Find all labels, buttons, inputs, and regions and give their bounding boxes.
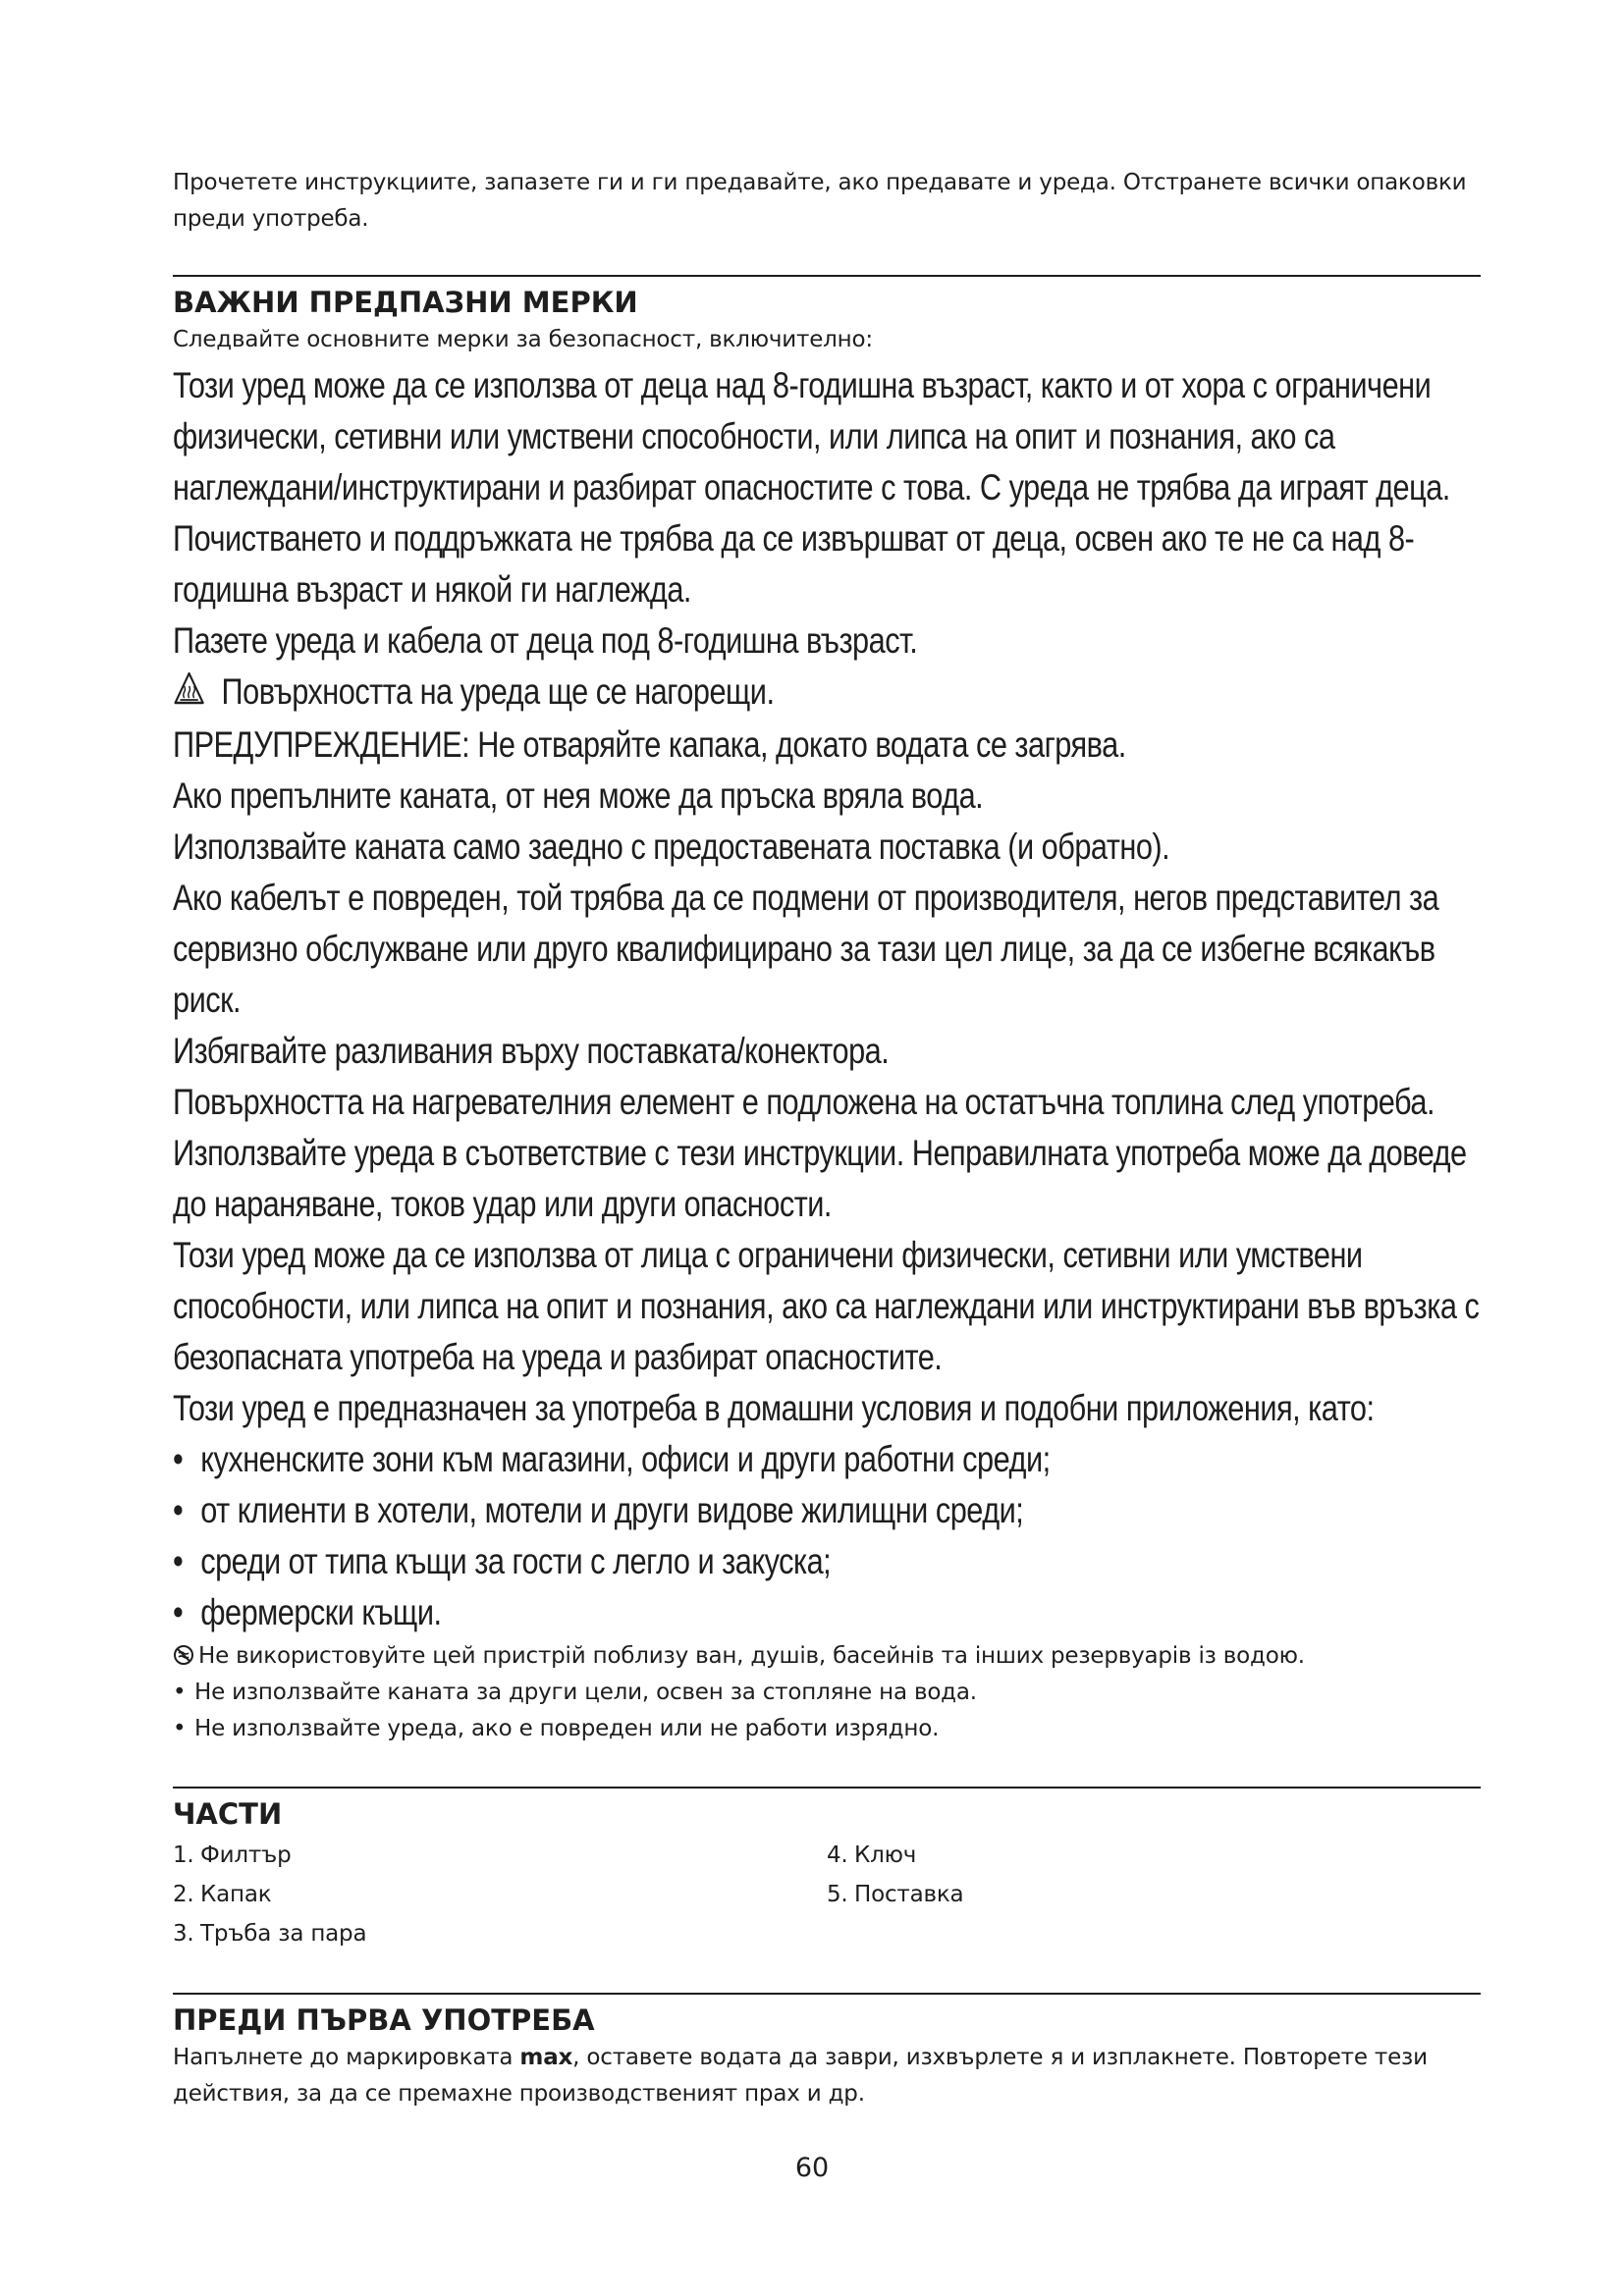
document-page bbox=[173, 165, 1481, 2112]
water-warning bbox=[173, 1638, 1481, 1675]
safety-paragraph: Този уред е предназначен за употреба в домашни условия и подобни приложения, като: bbox=[173, 1388, 1375, 1429]
part-label: Ключ bbox=[854, 1842, 917, 1869]
list-item-text: кухненските зони към магазини, офиси и други работни среди; bbox=[200, 1439, 1051, 1480]
small-note bbox=[173, 1675, 1481, 1711]
safety-paragraph: Избягвайте разливания върху поставката/конектора. bbox=[173, 1031, 890, 1072]
safety-heading: ВАЖНИ ПРЕДПАЗНИ МЕРКИ bbox=[173, 286, 638, 319]
bullet-glyph: • bbox=[173, 1716, 187, 1742]
list-item-text: среди от типа къщи за гости с легло и закуска; bbox=[200, 1541, 832, 1582]
part-item bbox=[173, 1875, 827, 1914]
parts-heading: ЧАСТИ bbox=[173, 1797, 283, 1832]
no-water-icon bbox=[173, 1638, 194, 1675]
small-note bbox=[173, 1711, 1481, 1747]
part-number: 2. bbox=[173, 1882, 194, 1908]
first-use-text-part: Напълнете до маркировката bbox=[173, 2045, 520, 2071]
list-item-text: от клиенти в хотели, мотели и други видове жилищни среди; bbox=[200, 1490, 1024, 1531]
safety-section bbox=[173, 275, 1481, 1747]
bullet-glyph: • bbox=[173, 1490, 184, 1531]
part-number: 5. bbox=[827, 1882, 848, 1908]
part-item bbox=[827, 1875, 1481, 1914]
safety-paragraph: Повърхността на нагревателния елемент е подложена на остатъчна топлина след употреба. bbox=[173, 1082, 1435, 1123]
parts-column-left bbox=[173, 1836, 827, 1953]
bullet-glyph: • bbox=[173, 1439, 184, 1480]
part-item bbox=[173, 1914, 827, 1953]
first-use-text-part: , оставете водата да заври, изхвърлете я и изплакнете. Повторете тези действия, за да се премахне производственият прах и др. bbox=[173, 2045, 1428, 2108]
hot-surface-warning bbox=[173, 667, 1481, 720]
safety-paragraph: Пазете уреда и кабела от деца под 8-годишна възраст. bbox=[173, 620, 918, 661]
safety-subtitle: Следвайте основните мерки за безопасност, включително: bbox=[173, 327, 873, 352]
water-warning-text: Не використовуйте цей пристрій поблизу ван, душів, басейнів та інших резервуарів із водою. bbox=[198, 1643, 1305, 1670]
part-label: Поставка bbox=[854, 1882, 964, 1908]
list-item bbox=[173, 1434, 1481, 1485]
bullet-glyph: • bbox=[173, 1592, 184, 1633]
first-use-section bbox=[173, 1993, 1481, 2112]
parts-section bbox=[173, 1787, 1481, 1953]
part-label: Капак bbox=[200, 1882, 272, 1908]
parts-list bbox=[173, 1836, 1481, 1953]
intro-text: Прочетете инструкциите, запазете ги и ги предавайте, ако предавате и уреда. Отстранете всички опаковки преди употреба. bbox=[173, 170, 1467, 232]
list-item bbox=[173, 1536, 1481, 1587]
hot-surface-text: Повърхността на уреда ще се нагорещи. bbox=[221, 671, 775, 712]
bullet-glyph: • bbox=[173, 1680, 187, 1706]
safety-paragraph: ПРЕДУПРЕЖДЕНИЕ: Не отваряйте капака, докато водата се загрява. bbox=[173, 724, 1126, 766]
max-marking-label: max bbox=[519, 2045, 573, 2071]
safety-paragraph: Използвайте уреда в съответствие с тези инструкции. Неправилната употреба може да доведе до нараняване, токов удар или други опасности. bbox=[173, 1133, 1467, 1225]
small-note-text: Не използвайте уреда, ако е повреден или не работи изрядно. bbox=[194, 1716, 940, 1742]
part-item bbox=[173, 1836, 827, 1875]
part-number: 1. bbox=[173, 1842, 194, 1869]
parts-column-right bbox=[827, 1836, 1481, 1953]
list-item-text: фермерски къщи. bbox=[200, 1592, 442, 1633]
list-item bbox=[173, 1587, 1481, 1638]
safety-paragraph: Използвайте каната само заедно с предоставената поставка (и обратно). bbox=[173, 827, 1170, 868]
first-use-text bbox=[173, 2040, 1481, 2112]
safety-paragraph: Този уред може да се използва от деца над 8-годишна възраст, както и от хора с ограничени физически, сетивни или умствени способности, или липса на опит и познания, ако са наглеждани/инструктирани и разбират опасностите с това. С уреда не трябва да играят деца. Почистването и поддръжката не трябва да се извършват от деца, освен ако те не са над 8-годишна възраст и някой ги наглежда. bbox=[173, 365, 1450, 610]
safety-paragraph: Този уред може да се използва от лица с ограничени физически, сетивни или умствени способности, или липса на опит и познания, ако са наглеждани или инструктирани във връзка с безопасната употреба на уреда и разбират опасностите. bbox=[173, 1235, 1480, 1378]
safety-body bbox=[173, 360, 1481, 1638]
small-note-text: Не използвайте каната за други цели, освен за стопляне на вода. bbox=[194, 1680, 977, 1706]
safety-paragraph: Ако кабелът е повреден, той трябва да се подмени от производителя, негов представител за сервизно обслужване или друго квалифицирано за тази цел лице, за да се избегне всякакъв риск. bbox=[173, 878, 1439, 1021]
safety-paragraph: Ако препълните каната, от нея може да пръска вряла вода. bbox=[173, 775, 984, 817]
part-number: 3. bbox=[173, 1921, 194, 1948]
first-use-heading: ПРЕДИ ПЪРВА УПОТРЕБА bbox=[173, 2003, 595, 2038]
part-item bbox=[827, 1836, 1481, 1875]
part-label: Филтър bbox=[200, 1842, 292, 1869]
list-item bbox=[173, 1485, 1481, 1536]
part-number: 4. bbox=[827, 1842, 848, 1869]
part-label: Тръба за пара bbox=[200, 1921, 367, 1948]
bullet-glyph: • bbox=[173, 1541, 184, 1582]
page-number: 60 bbox=[794, 2153, 830, 2183]
hot-surface-warning-icon bbox=[173, 668, 205, 720]
